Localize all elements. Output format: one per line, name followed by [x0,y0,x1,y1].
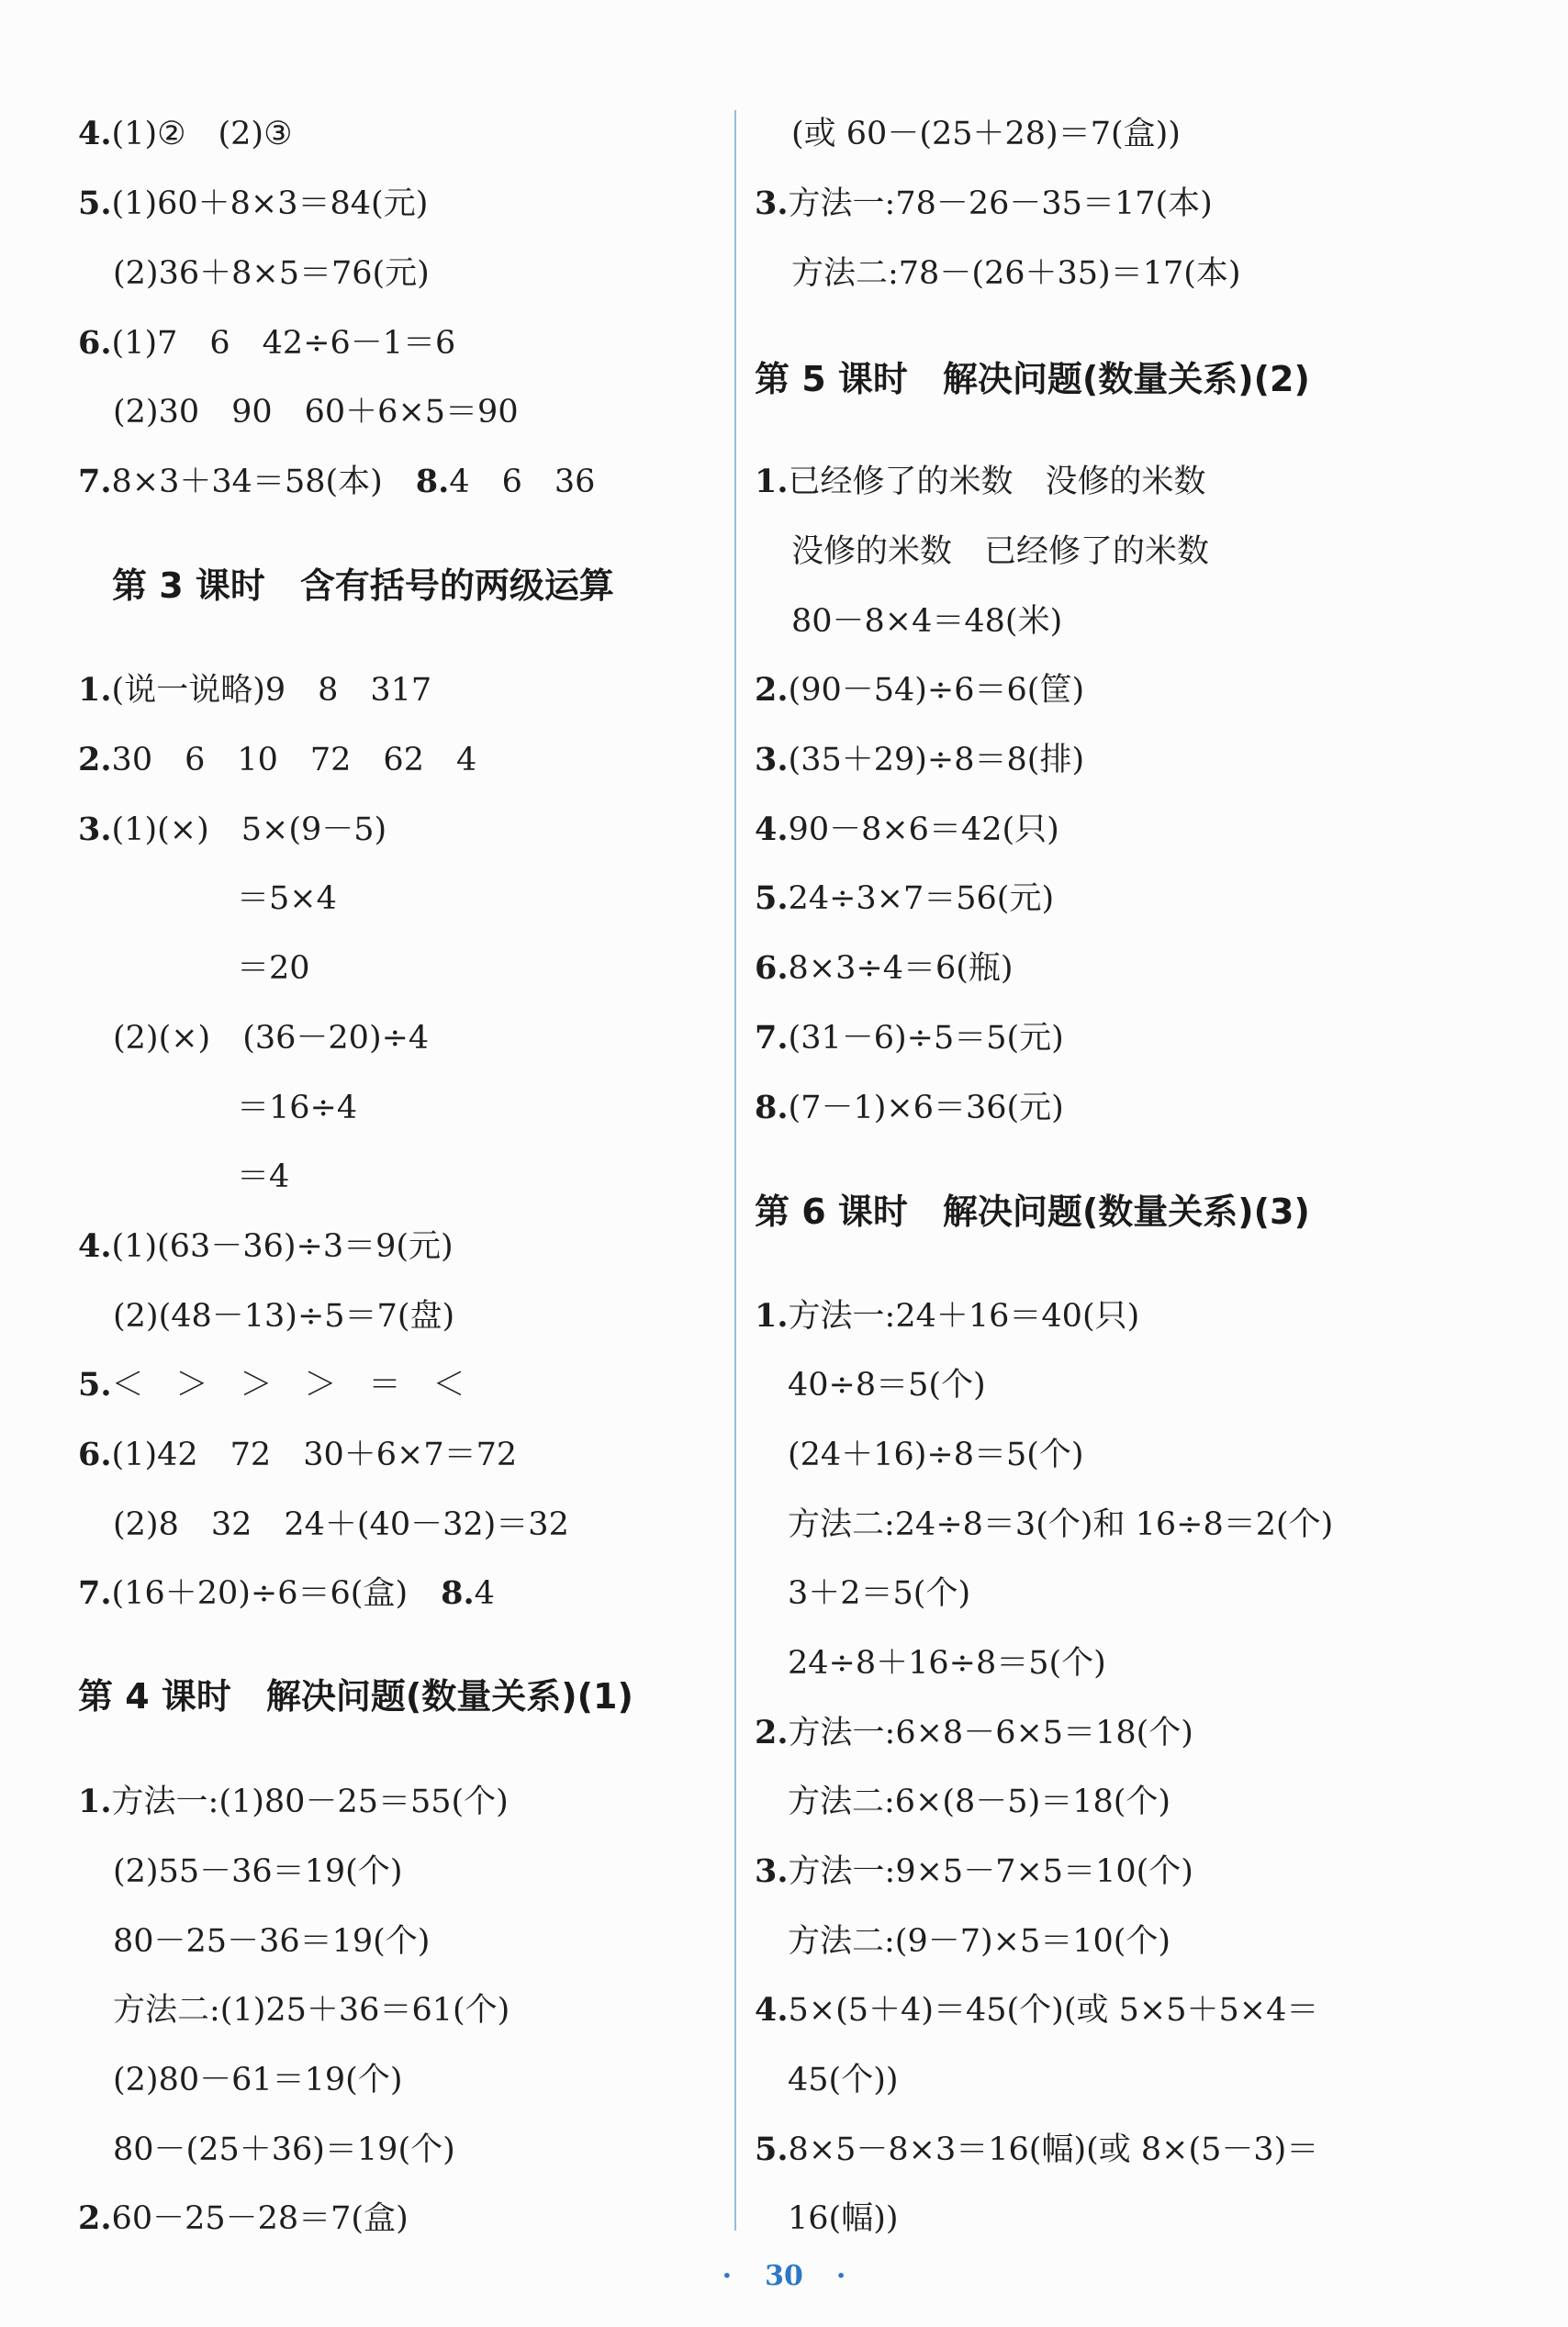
answer-text: (1)60＋8×3＝84(元) [111,185,429,222]
answer-text: 60－25－28＝7(盒) [111,2200,409,2237]
answer-text: (16＋20)÷6＝6(盒) [111,1575,409,1612]
answer-line [755,740,1084,780]
answer-line [78,114,292,154]
item-number: 3. [755,1852,789,1890]
answer-text: (2)8 32 24＋(40－32)＝32 [113,1506,569,1543]
answer-line [755,670,1084,710]
answer-text: (1)(63－36)÷3＝9(元) [111,1228,454,1265]
item-number: 1. [755,1297,789,1335]
answer-line [78,184,428,224]
answer-line [755,184,1213,224]
answer-text: 8×5－8×3＝16(幅)(或 8×(5－3)＝ [788,2131,1319,2168]
answer-line [113,1505,569,1545]
answer-text: 方法一:78－26－35＝17(本) [788,185,1213,222]
answer-text: 方法二:(9－7)×5＝10(个) [788,1923,1171,1960]
answer-text: 30 6 10 72 62 4 [111,742,477,778]
answer-line [78,1782,509,1822]
item-number: 4. [78,115,112,152]
answer-line [237,1157,289,1197]
item-number: 5. [755,2131,789,2168]
answer-line [755,1852,1193,1892]
item-number: 1. [755,463,789,500]
answer-text: ＜ ＞ ＞ ＞ ＝ ＜ [111,1367,465,1404]
answer-line [78,810,386,850]
answer-line [755,1088,1064,1128]
answer-line [791,601,1062,642]
answer-text: 45(个)) [788,2062,899,2098]
answer-text: (2)36＋8×5＝76(元) [113,255,430,292]
answer-text: 3＋2＝5(个) [788,1575,971,1612]
answer-line [788,1643,1106,1684]
item-number: 5. [78,185,112,222]
item-number: 6. [78,1436,112,1473]
item-number: 2. [755,1714,789,1751]
section-heading: 第 5 课时 解决问题(数量关系)(2) [755,359,1310,399]
section-heading: 第 4 课时 解决问题(数量关系)(1) [78,1676,633,1717]
answer-line [788,1365,986,1405]
answer-text: 方法一:(1)80－25＝55(个) [111,1784,509,1820]
item-number: 2. [78,741,112,778]
answer-text: ＝4 [237,1158,290,1195]
answer-line [78,740,476,780]
answer-line [78,1226,454,1267]
item-number: 4. [755,1991,789,2029]
answer-text: (2)(48－13)÷5＝7(盘) [113,1298,455,1335]
answer-text: 方法二:78－(26＋35)＝17(本) [791,255,1241,292]
item-number: 7. [78,463,112,500]
item-number: 8. [441,1574,475,1612]
item-number: 8. [415,463,450,500]
answer-text: (90－54)÷6＝6(筐) [788,672,1085,709]
answer-line [755,1296,1139,1337]
answer-text: (或 60－(25＋28)＝7(盒)) [791,116,1181,152]
item-number: 1. [78,671,112,709]
answer-text: 4 [474,1575,495,1612]
answer-line [755,1990,1318,2031]
answer-line [791,253,1241,294]
answer-text: 90－8×6＝42(只) [788,811,1059,848]
answer-line [788,2060,899,2100]
answer-line [113,2060,403,2100]
bullet-left: · [722,2260,733,2292]
answer-line [755,1713,1193,1753]
answer-line [113,2130,455,2170]
answer-line [78,2198,409,2239]
answer-line [788,1573,970,1614]
item-number: 3. [78,811,112,848]
answer-text: (2)30 90 60＋6×5＝90 [113,394,519,431]
item-number: 6. [78,324,112,362]
answer-text: ＝5×4 [237,880,337,917]
answer-line [788,1505,1333,1545]
answer-text: 8×3＋34＝58(本) [111,464,383,500]
answer-text: 方法二:(1)25＋36＝61(个) [113,1992,510,2029]
section-heading: 第 3 课时 含有括号的两级运算 [112,565,614,606]
item-number: 4. [78,1227,112,1265]
item-number: 6. [755,949,789,987]
item-number: 7. [755,1019,789,1057]
answer-text: 5×(5＋4)＝45(个)(或 5×5＋5×4＝ [788,1992,1319,2029]
answer-text: (1)7 6 42÷6－1＝6 [111,325,456,362]
answer-text: (2)(×) (36－20)÷4 [113,1020,430,1057]
answer-text: 没修的米数 已经修了的米数 [791,533,1210,570]
answer-line [113,1018,429,1058]
answer-line [788,2198,899,2239]
answer-line [78,462,595,502]
page-number: 30 [765,2260,803,2292]
answer-text: ＝20 [237,950,310,987]
answer-text: (1)(×) 5×(9－5) [111,811,387,848]
answer-line [78,1435,517,1475]
answer-text: 方法二:6×(8－5)＝18(个) [788,1784,1171,1820]
item-number: 3. [755,741,789,778]
answer-text: 24÷3×7＝56(元) [788,880,1055,917]
item-number: 3. [755,185,789,222]
answer-text: 方法一:24＋16＝40(只) [788,1298,1140,1335]
answer-text: 已经修了的米数 没修的米数 [788,464,1206,500]
item-number: 8. [755,1089,789,1126]
answer-line [791,114,1181,154]
item-number: 5. [78,1366,112,1404]
answer-line [755,810,1059,850]
answer-line [78,323,455,364]
answer-text: 80－8×4＝48(米) [791,603,1063,640]
answer-text: 80－(25＋36)＝19(个) [113,2131,455,2168]
answer-text: 16(幅)) [788,2200,899,2237]
answer-line [788,1782,1170,1822]
answer-text: 40÷8＝5(个) [788,1367,986,1404]
answer-text: 方法二:24÷8＝3(个)和 16÷8＝2(个) [788,1506,1334,1543]
answer-line [113,1852,403,1892]
answer-line [788,1435,1084,1475]
item-number: 1. [78,1783,112,1820]
page-number-footer [0,2260,1568,2292]
item-number: 2. [755,671,789,709]
section-heading: 第 6 课时 解决问题(数量关系)(3) [755,1191,1310,1232]
column-divider [734,110,736,2231]
answer-line [237,878,337,919]
answer-line [237,948,310,989]
answer-text: 80－25－36＝19(个) [113,1923,431,1960]
item-number: 4. [755,811,789,848]
answer-text: (35＋29)÷8＝8(排) [788,742,1085,778]
answer-line [113,392,519,432]
item-number: 7. [78,1574,112,1612]
answer-text: 方法一:6×8－6×5＝18(个) [788,1715,1193,1751]
answer-text: (说一说略)9 8 317 [111,672,432,709]
answer-text: (24＋16)÷8＝5(个) [788,1437,1084,1473]
answer-text: 8×3÷4＝6(瓶) [788,950,1014,987]
answer-text: (2)55－36＝19(个) [113,1853,403,1890]
answer-line [78,670,431,710]
item-number: 2. [78,2199,112,2237]
answer-line [791,531,1209,572]
answer-line [755,2130,1318,2170]
answer-text: 4 6 36 [449,464,596,500]
answer-text: (31－6)÷5＝5(元) [788,1020,1064,1057]
answer-line [113,1921,430,1962]
answer-line [78,1573,495,1614]
answer-line [755,462,1206,502]
answer-line [755,948,1014,989]
item-number: 5. [755,879,789,917]
answer-text: 24÷8＋16÷8＝5(个) [788,1645,1106,1682]
answer-line [113,253,430,294]
answer-line [113,1990,510,2031]
answer-line [755,1018,1064,1058]
answer-line [788,1921,1170,1962]
answer-text: (1)42 72 30＋6×7＝72 [111,1437,518,1473]
answer-text: (1)② (2)③ [111,116,293,152]
answer-line [113,1296,454,1337]
answer-text: 方法一:9×5－7×5＝10(个) [788,1853,1193,1890]
answer-text: (7－1)×6＝36(元) [788,1090,1064,1126]
bullet-right: · [835,2260,846,2292]
answer-line [755,878,1054,919]
answer-line [78,1365,465,1405]
answer-line [237,1088,357,1128]
answer-text: ＝16÷4 [237,1090,358,1126]
answer-text: (2)80－61＝19(个) [113,2062,403,2098]
